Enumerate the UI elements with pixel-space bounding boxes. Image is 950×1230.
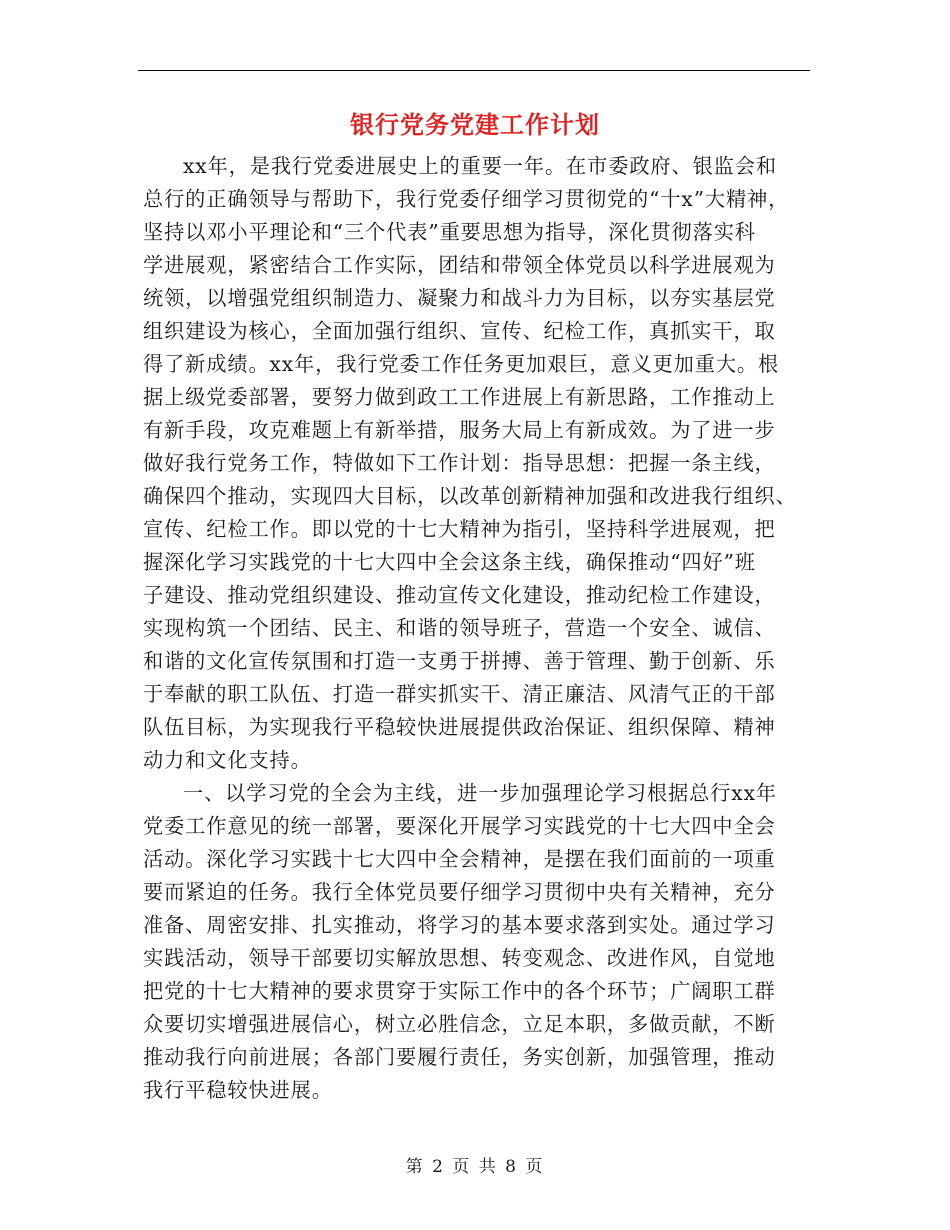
paragraph-line: 一、以学习党的全会为主线，进一步加强理论学习根据总行xx年: [183, 781, 777, 805]
header-rule: [138, 70, 810, 71]
page-number: 第 2 页 共 8 页: [405, 1157, 545, 1177]
paragraph-line: 准备、周密安排、扎实推动，将学习的基本要求落到实处。通过学习: [143, 913, 776, 937]
paragraph-line: 据上级党委部署，要努力做到政工工作进展上有新思路，工作推动上: [143, 385, 776, 409]
paragraph-line: 组织建设为核心，全面加强行组织、宣传、纪检工作，真抓实干，取: [143, 319, 776, 343]
paragraph-line: 动力和文化支持。: [143, 748, 312, 772]
paragraph-line: 实践活动，领导干部要切实解放思想、转变观念、改进作风，自觉地: [143, 946, 776, 970]
paragraph-line: 推动我行向前进展；各部门要履行责任，务实创新，加强管理，推动: [143, 1045, 776, 1069]
paragraph-line: 众要切实增强进展信心，树立必胜信念，立足本职，多做贡献，不断: [143, 1012, 776, 1036]
paragraph-line: 队伍目标，为实现我行平稳较快进展提供政治保证、组织保障、精神: [143, 715, 776, 739]
document-title: 银行党务党建工作计划: [350, 110, 600, 139]
paragraph-line: 统领，以增强党组织制造力、凝聚力和战斗力为目标，以夯实基层党: [143, 286, 776, 310]
paragraph-line: 做好我行党务工作，特做如下工作计划：指导思想：把握一条主线，: [143, 451, 776, 475]
paragraph-line: 要而紧迫的任务。我行全体党员要仔细学习贯彻中央有关精神，充分: [143, 880, 776, 904]
paragraph-line: 学进展观，紧密结合工作实际，团结和带领全体党员以科学进展观为: [143, 253, 776, 277]
paragraph-line: 有新手段，攻克难题上有新举措，服务大局上有新成效。为了进一步: [143, 418, 776, 442]
paragraph-line: 子建设、推动党组织建设、推动宣传文化建设，推动纪检工作建设，: [143, 583, 776, 607]
paragraph-line: 确保四个推动，实现四大目标，以改革创新精神加强和改进我行组织、: [143, 484, 797, 508]
paragraph-line: 总行的正确领导与帮助下，我行党委仔细学习贯彻党的“十x”大精神，: [143, 187, 790, 211]
paragraph-line: 实现构筑一个团结、民主、和谐的领导班子，营造一个安全、诚信、: [143, 616, 776, 640]
paragraph-line: xx年，是我行党委进展史上的重要一年。在市委政府、银监会和: [183, 154, 777, 178]
paragraph-line: 活动。深化学习实践十七大四中全会精神，是摆在我们面前的一项重: [143, 847, 776, 871]
paragraph-line: 把党的十七大精神的要求贯穿于实际工作中的各个环节；广阔职工群: [143, 979, 776, 1003]
paragraph-line: 坚持以邓小平理论和“三个代表”重要思想为指导，深化贯彻落实科: [143, 220, 756, 244]
paragraph-line: 党委工作意见的统一部署，要深化开展学习实践党的十七大四中全会: [143, 814, 776, 838]
paragraph-line: 于奉献的职工队伍、打造一群实抓实干、清正廉洁、风清气正的干部: [143, 682, 776, 706]
paragraph-line: 和谐的文化宣传氛围和打造一支勇于拼搏、善于管理、勤于创新、乐: [143, 649, 776, 673]
paragraph-line: 得了新成绩。xx年，我行党委工作任务更加艰巨，意义更加重大。根: [143, 352, 780, 376]
paragraph-line: 宣传、纪检工作。即以党的十七大精神为指引，坚持科学进展观，把: [143, 517, 776, 541]
paragraph-line: 我行平稳较快进展。: [143, 1078, 333, 1102]
paragraph-line: 握深化学习实践党的十七大四中全会这条主线，确保推动“四好”班: [143, 550, 756, 574]
